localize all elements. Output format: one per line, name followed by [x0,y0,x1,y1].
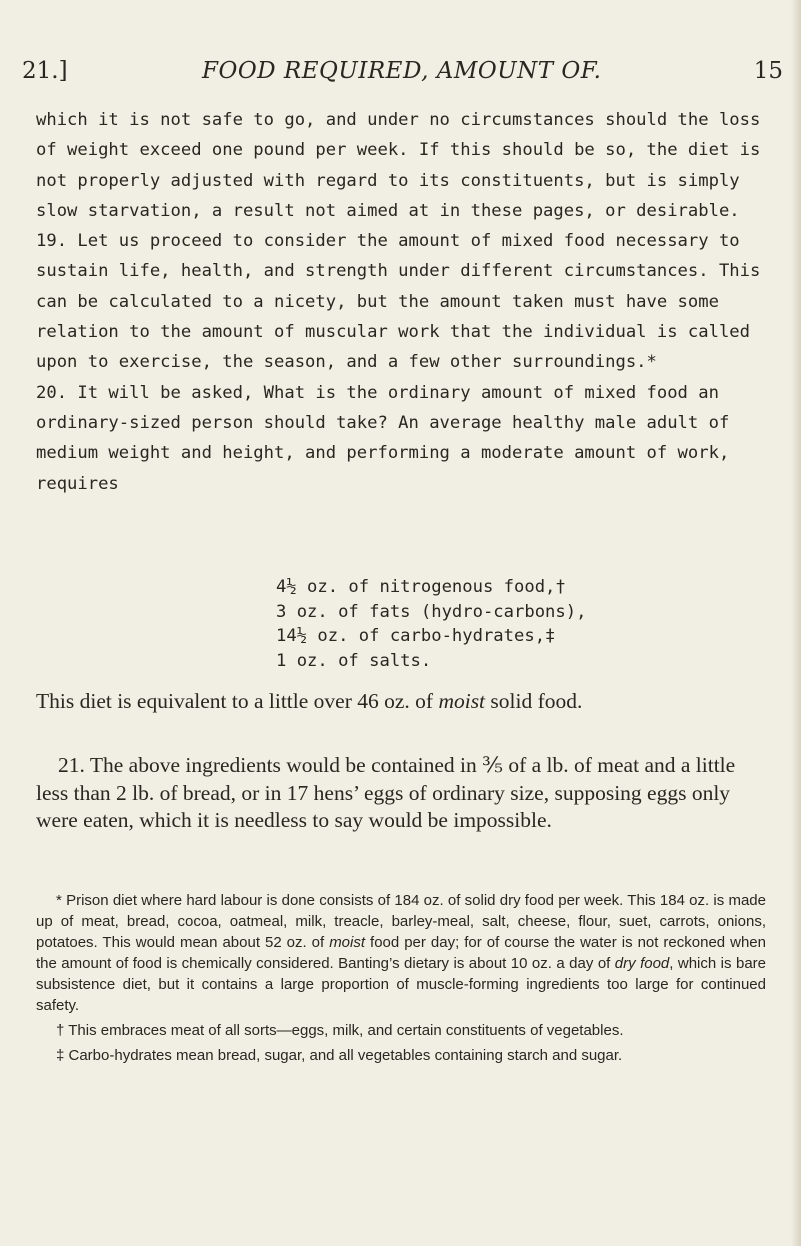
paragraph-continuation: which it is not safe to go, and under no circumstances should the loss of weight exceed one pound per week. If this should be so, the diet is not properly adjusted with regard to its constituents, but is simply slow starvation, a result not aimed at in these pages, or desirable. [36,110,761,221]
footnotes [36,890,766,1070]
footnote-dagger: † This embraces meat of all sorts—eggs, milk, and certain constituents of vegetables. [56,1022,624,1039]
page-header [22,58,783,88]
running-title: FOOD REQUIRED, AMOUNT OF. [202,58,602,84]
footnote-star-text-3: , which is bare subsistence diet, but it contains a large proportion of muscle-forming ingredients too large for continued safety. [36,955,766,1014]
nutrient-list [276,575,756,673]
list-item: 4½ oz. of nitrogenous food,† [276,577,566,597]
main-text [36,105,766,499]
footnote-star [36,890,766,1016]
emphasis: moist [329,934,366,951]
diet-equivalent [36,688,766,714]
diet-equivalent-text: This diet is equivalent to a little over 46 oz. of [36,689,439,713]
paragraph-20: 20. It will be asked, What is the ordinary amount of mixed food an ordinary-sized person should take? An average healthy male adult of medium weight and height, and performing a moderate amount of work, requires [36,382,730,494]
list-item: 1 oz. of salts. [276,650,432,671]
footnote-star-text: * Prison diet where hard labour is done consists of 184 oz. of solid dry food per week. This 184 oz. is made up of meat, bread, cocoa, oatmeal, milk, treacle, barley-meal, salt, cheese, flour, suet, carrots, onions, potatoes. This would mean about 52 oz. of [36,892,766,951]
footnote-star-text-2: food per day; for of course the water is not reckoned when the amount of food is chemically considered. Banting’s dietary is about 10 oz. a day of [36,934,766,972]
emphasis: moist [438,689,486,713]
paragraph-21: 21. The above ingredients would be contained in ⅗ of a lb. of meat and a little less than 2 lb. of bread, or in 17 hens’ eggs of ordinary size, supposing eggs only were eaten, which it is needless to say would be impossible. [36,753,736,832]
page-edge [791,0,801,1246]
list-item: 3 oz. of fats (hydro-carbons), [276,601,587,622]
paragraph-19: 19. Let us proceed to consider the amount of mixed food necessary to sustain life, health, and strength under different circumstances. This can be calculated to a nicety, but the amount taken must have some relation to the amount of muscular work that the individual is called upon to exercise, the season, and a few other surroundings.* [36,231,761,373]
page-number: 15 [753,58,783,84]
paragraph-21-block [36,752,766,835]
section-number: 21.] [22,58,68,84]
diet-equivalent-text-end: solid food. [485,689,583,713]
list-item: 14½ oz. of carbo-hydrates,‡ [276,626,556,646]
footnote-double-dagger: ‡ Carbo-hydrates mean bread, sugar, and all vegetables containing starch and sugar. [56,1047,623,1064]
emphasis: dry food [614,955,670,972]
